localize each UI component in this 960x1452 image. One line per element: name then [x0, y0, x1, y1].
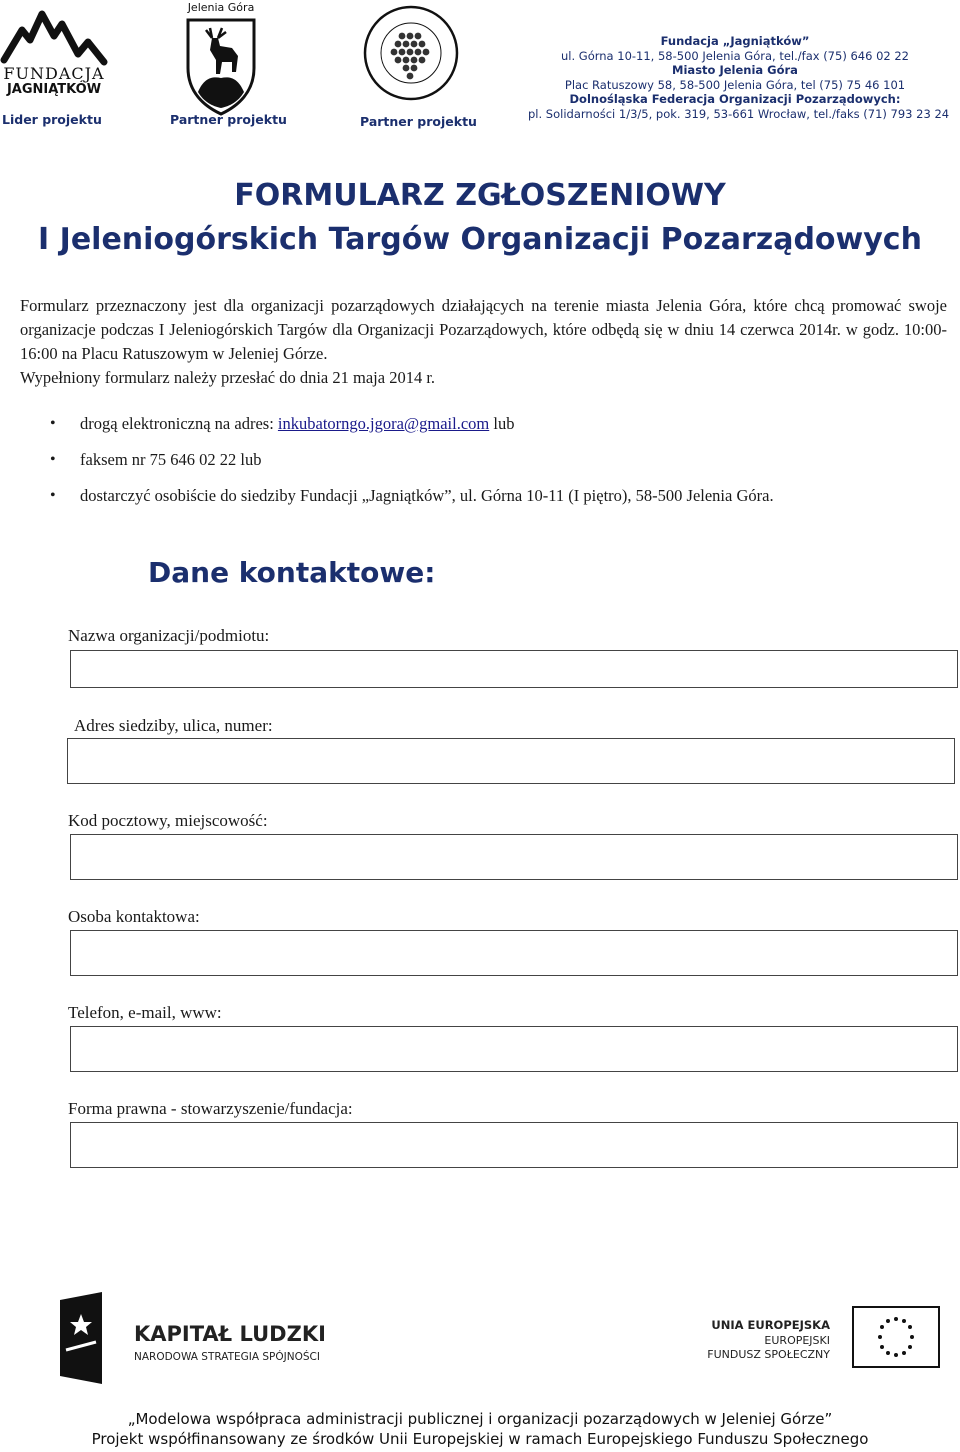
partner-label-1: Partner projektu	[170, 112, 287, 127]
legal-form-field[interactable]	[70, 1122, 958, 1168]
lider-label: Lider projektu	[2, 112, 102, 127]
contact-line-1: Fundacja „Jagniątków”	[660, 34, 810, 48]
kapital-ludzki-logo	[56, 1292, 356, 1388]
method-email-suffix: lub	[489, 414, 515, 433]
contact-block	[520, 34, 950, 121]
fundacja-logo	[0, 0, 110, 110]
email-link[interactable]: inkubatorngo.jgora@gmail.com	[277, 414, 490, 433]
method-personal: • dostarczyć osobiście do siedziby Fundacji „Jagniątków”, ul. Górna 10-11 (I piętro), 58-500 Jelenia Góra.	[50, 484, 774, 520]
address-label: Adres siedziby, ulica, numer:	[74, 716, 273, 735]
contact-line-4: Plac Ratuszowy 58, 58-500 Jelenia Góra, tel (75) 75 46 101	[564, 77, 906, 92]
deadline-text: Wypełniony formularz należy przesłać do dnia 21 maja 2014 r.	[20, 368, 436, 387]
eu-line-3: FUNDUSZ SPOŁECZNY	[707, 1348, 830, 1361]
submission-methods	[50, 412, 774, 520]
dfop-logo	[362, 4, 460, 102]
crest-caption: Jelenia Góra	[187, 1, 255, 14]
postal-field[interactable]	[70, 834, 958, 880]
form-subtitle: I Jeleniogórskich Targów Organizacji Pozarządowych	[38, 222, 922, 257]
intro-paragraph: Formularz przeznaczony jest dla organizacji pozarządowych działających na terenie miasta Jelenia Góra, które chcą promować swoje organizacje podczas I Jeleniogórskich Targów dla Organizacji Pozarządowych, które odbędą się w dniu 14 czerwca 2014r. w godz. 10:00-16:00 na Placu Ratuszowym w Jeleniej Górze.	[20, 296, 947, 363]
form-title: FORMULARZ ZGŁOSZENIOWY	[234, 178, 726, 213]
eu-logo	[700, 1304, 958, 1374]
contact-person-field[interactable]	[70, 930, 958, 976]
contact-line-6: pl. Solidarności 1/3/5, pok. 319, 53-661 Wrocław, tel./faks (71) 793 23 24	[528, 106, 950, 121]
eu-line-2: EUROPEJSKI	[764, 1334, 830, 1347]
contact-line-3: Miasto Jelenia Góra	[672, 63, 798, 77]
org-name-field[interactable]	[70, 650, 958, 688]
contact-line-2: ul. Górna 10-11, 58-500 Jelenia Góra, tel./fax (75) 646 02 22	[561, 48, 909, 63]
eu-line-1: UNIA EUROPEJSKA	[711, 1318, 830, 1332]
method-email-prefix: drogą elektroniczną na adres:	[80, 414, 278, 433]
kl-subtitle: NARODOWA STRATEGIA SPÓJNOŚCI	[134, 1351, 320, 1363]
method-email	[50, 412, 774, 448]
fundacja-logo-line2: JAGNIĄTKÓW	[6, 82, 102, 97]
partner-label-2: Partner projektu	[360, 114, 477, 129]
contact-line-5: Dolnośląska Federacja Organizacji Pozarządowych:	[569, 92, 901, 106]
legal-form-label: Forma prawna - stowarzyszenie/fundacja:	[68, 1099, 353, 1118]
fundacja-logo-line1: FUNDACJA	[3, 64, 105, 83]
deer-shield-icon	[182, 16, 260, 116]
address-field[interactable]	[67, 738, 955, 784]
federation-seal-icon	[362, 4, 460, 102]
org-name-label: Nazwa organizacji/podmiotu:	[68, 626, 270, 645]
cofinance-note: Projekt współfinansowany ze środków Unii Europejskiej w ramach Europejskiego Funduszu Społecznego	[91, 1430, 869, 1448]
contact-person-label: Osoba kontaktowa:	[68, 907, 200, 926]
phone-email-label: Telefon, e-mail, www:	[68, 1003, 222, 1022]
kl-title: KAPITAŁ LUDZKI	[134, 1322, 326, 1346]
method-fax: • faksem nr 75 646 02 22 lub	[50, 448, 774, 484]
kapital-ludzki-emblem-icon	[56, 1292, 106, 1384]
postal-label: Kod pocztowy, miejscowość:	[68, 811, 268, 830]
eu-flag-icon	[852, 1306, 940, 1368]
project-title: „Modelowa współpraca administracji publicznej i organizacji pozarządowych w Jeleniej Górze”	[127, 1410, 833, 1428]
section-title: Dane kontaktowe:	[148, 556, 436, 589]
phone-email-field[interactable]	[70, 1026, 958, 1072]
